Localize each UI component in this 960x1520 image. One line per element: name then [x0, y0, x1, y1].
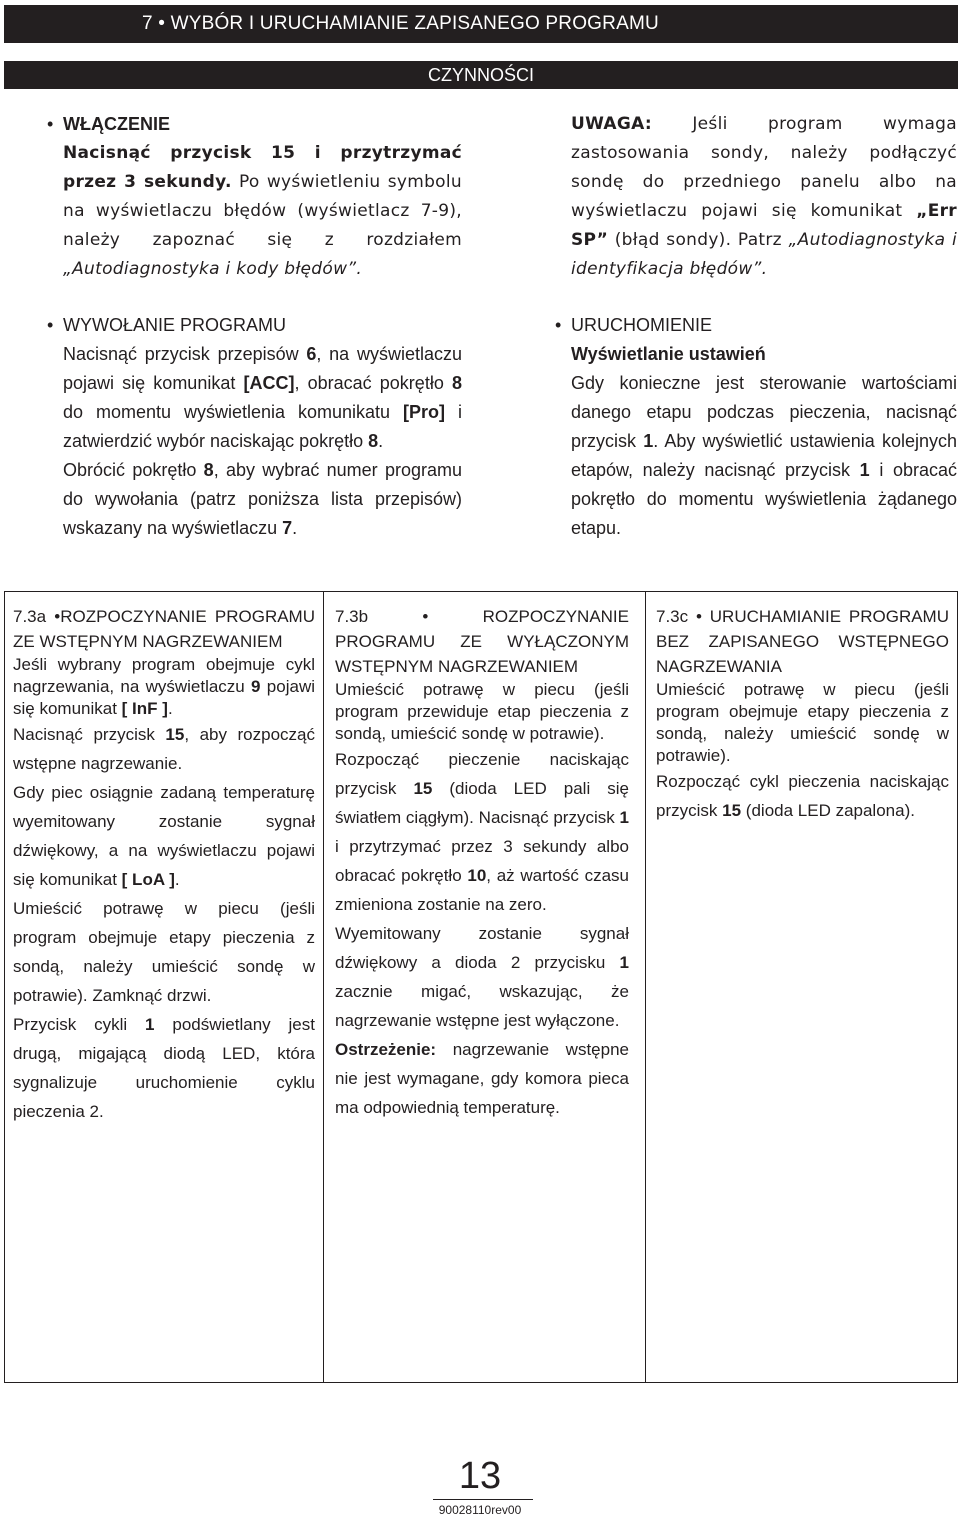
section-title-bar — [4, 5, 958, 43]
startup-heading: • URUCHOMIENIE — [571, 311, 957, 340]
column-7-3a-text-3: Gdy piec osiągnie zadaną temperaturę wyemitowany zostanie sygnał dźwiękowy, a na wyświetlaczu pojawi się komunikat [ LoA ]. — [13, 783, 315, 889]
column-divider — [323, 592, 324, 1382]
power-on-section — [63, 110, 462, 284]
footer-divider — [433, 1499, 533, 1500]
actions-header: CZYNNOŚCI — [427, 65, 534, 85]
warning-section — [571, 110, 957, 284]
column-7-3a-text-2: Nacisnąć przycisk 15, aby rozpocząć wstępne nagrzewanie. — [13, 725, 315, 773]
section-title: 7 • WYBÓR I URUCHAMIANIE ZAPISANEGO PROGRAMU — [142, 13, 659, 34]
recall-program-section — [63, 311, 462, 543]
column-7-3b-heading: 7.3b • ROZPOCZYNANIE PROGRAMU ZE WYŁĄCZONYM WSTĘPNYM NAGRZEWANIEM — [335, 607, 629, 676]
recall-program-text-2: Obrócić pokrętło 8, aby wybrać numer programu do wywołania (patrz poniższa lista przepisów) wskazany na wyświetlaczu 7. — [63, 460, 462, 538]
column-7-3b-text-1: Umieścić potrawę w piecu (jeśli program przewiduje etap pieczenia z sondą, umieścić sondę w potrawie). — [335, 680, 629, 743]
column-7-3b-text-2: Rozpocząć pieczenie naciskając przycisk 15 (dioda LED pali się światłem ciągłym). Nacisnąć przycisk 1 i przytrzymać przez 3 sekundy albo obracać pokrętło 10, aż wartość czasu zmieniona zostanie na zero. — [335, 750, 630, 914]
actions-header-bar — [4, 61, 958, 89]
program-start-table — [4, 591, 958, 1383]
column-7-3a-heading: 7.3a •ROZPOCZYNANIE PROGRAMU ZE WSTĘPNYM NAGRZEWANIEM — [13, 607, 315, 651]
column-7-3b-text-3: Wyemitowany zostanie sygnał dźwiękowy a dioda 2 przycisku 1 zacznie migać, wskazując, że nagrzewanie wstępne jest wyłączone. — [335, 924, 629, 1030]
warning-text: UWAGA: Jeśli program wymaga zastosowania sondy, należy podłączyć sondę do przedniego panelu albo na wyświetlaczu pojawi się komunikat „Err SP” (błąd sondy). Patrz „Autodiagnostyka i identyfikacja błędów”. — [571, 114, 957, 279]
startup-text: Gdy konieczne jest sterowanie wartościami danego etapu podczas pieczenia, nacisnąć przycisk 1. Aby wyświetlić ustawienia kolejnych etapów, należy nacisnąć przycisk 1 i obracać pokrętło do momentu wyświetlenia żądanego etapu. — [571, 373, 957, 538]
column-7-3a-text-1: Jeśli wybrany program obejmuje cykl nagrzewania, na wyświetlaczu 9 pojawi się komunikat [ InF ]. — [13, 655, 315, 718]
column-7-3c-heading: 7.3c • URUCHAMIANIE PROGRAMU BEZ ZAPISANEGO WSTĘPNEGO NAGRZEWANIA — [656, 607, 949, 676]
recall-program-text-1: Nacisnąć przycisk przepisów 6, na wyświetlaczu pojawi się komunikat [ACC], obracać pokrętło 8 do momentu wyświetlenia komunikatu [Pro] i zatwierdzić wybór naciskając pokrętło 8. — [63, 344, 462, 451]
startup-section — [571, 311, 957, 543]
column-7-3c-text-2: Rozpocząć cykl pieczenia naciskając przycisk 15 (dioda LED zapalona). — [656, 772, 949, 820]
column-7-3a-text-5: Przycisk cykli 1 podświetlany jest drugą, migającą diodą LED, która sygnalizuje uruchomienie cyklu pieczenia 2. — [13, 1015, 315, 1121]
recall-program-heading: • WYWOŁANIE PROGRAMU — [63, 311, 462, 340]
column-7-3c — [656, 604, 949, 825]
page-number: 13 — [458, 1455, 502, 1497]
column-7-3b-text-4: Ostrzeżenie: nagrzewanie wstępne nie jest wymagane, gdy komora pieca ma odpowiednią temperaturę. — [335, 1040, 629, 1117]
power-on-heading: • WŁĄCZENIE — [63, 110, 462, 139]
document-code: 90028110rev00 — [438, 1503, 522, 1517]
column-7-3a — [13, 604, 315, 1126]
startup-subheading: Wyświetlanie ustawień — [571, 344, 766, 364]
column-7-3b — [335, 604, 629, 1122]
column-7-3c-text-1: Umieścić potrawę w piecu (jeśli program obejmuje etapy pieczenia z sondą, należy umieścić sondę w potrawie). — [656, 680, 949, 765]
power-on-text: Nacisnąć przycisk 15 i przytrzymać przez 3 sekundy. Po wyświetleniu symbolu na wyświetlaczu błędów (wyświetlacz 7-9), należy zapoznać się z rozdziałem „Autodiagnostyka i kody błędów”. — [63, 143, 462, 279]
column-7-3a-text-4: Umieścić potrawę w piecu (jeśli program obejmuje etapy pieczenia z sondą, należy umieścić sondę w potrawie). Zamknąć drzwi. — [13, 899, 315, 1005]
column-divider — [645, 592, 646, 1382]
